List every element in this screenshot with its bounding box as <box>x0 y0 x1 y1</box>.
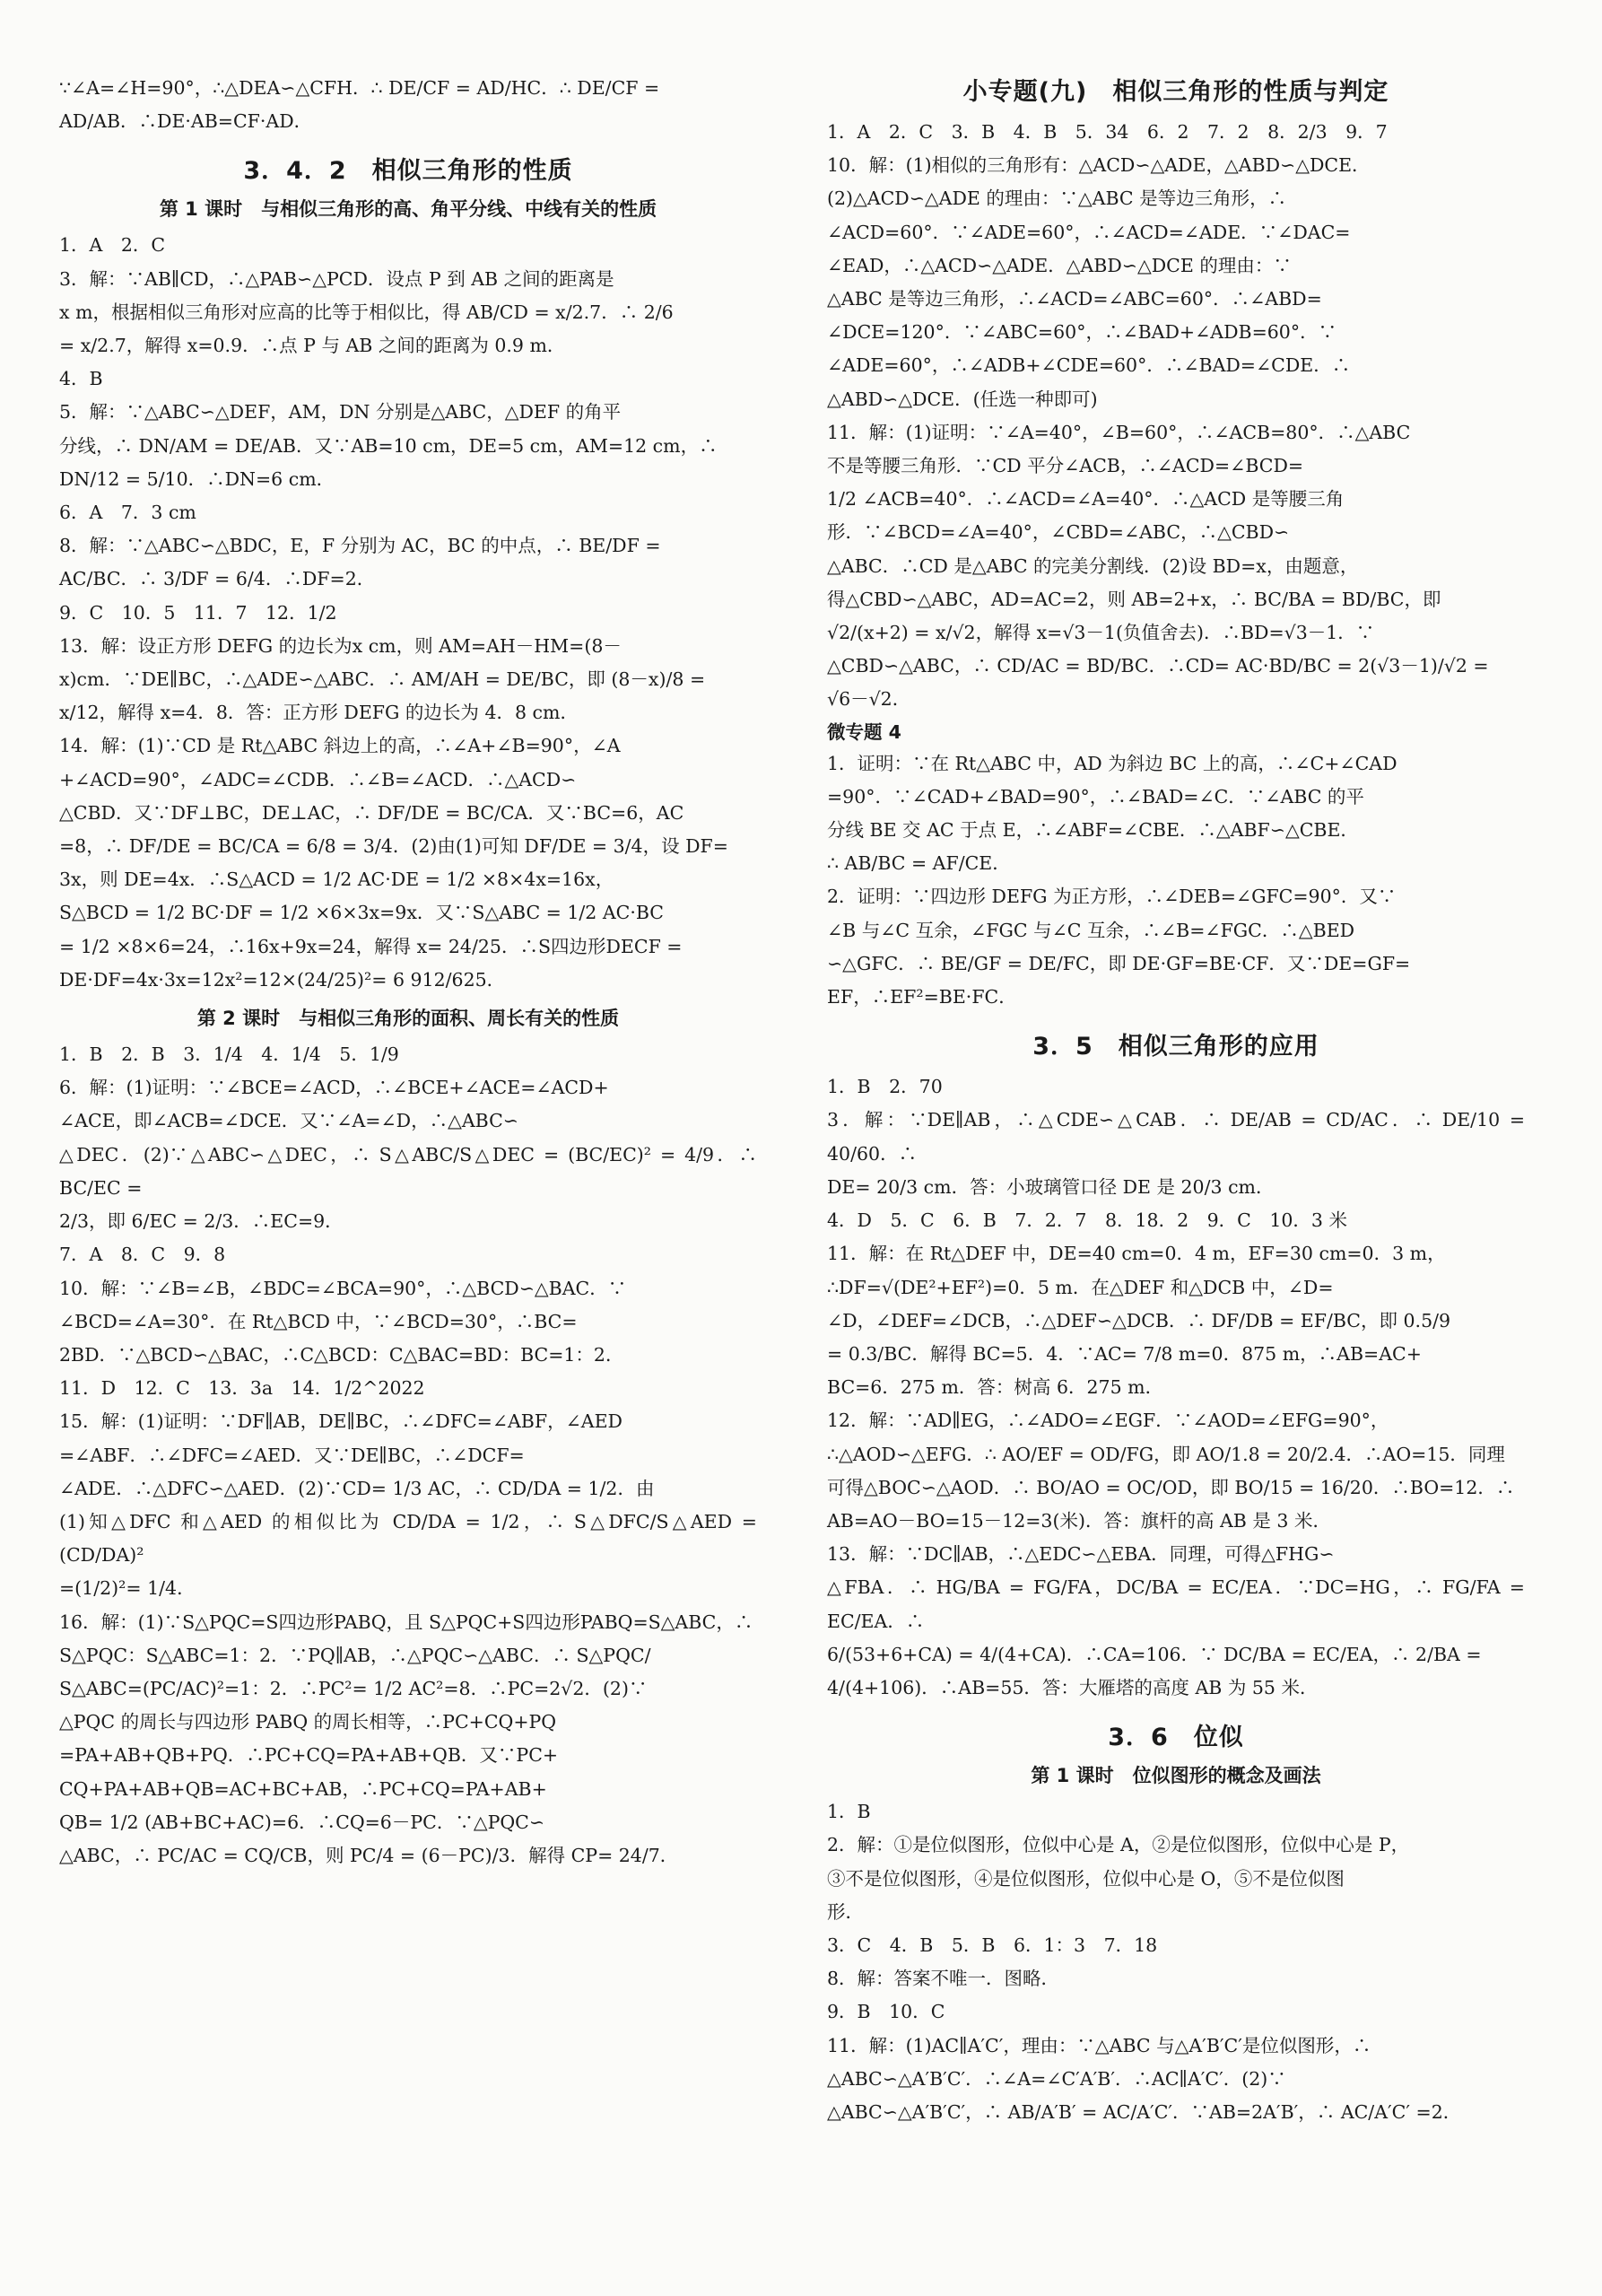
lesson-2-answers <box>59 1038 763 1873</box>
answer-line: 1．B <box>827 1801 871 1823</box>
answer-line: AD/AB．∴DE·AB=CF·AD． <box>59 110 313 133</box>
answer-line: 6．解：(1)证明：∵∠BCE=∠ACD，∴∠BCE+∠ACE=∠ACD+ <box>59 1077 609 1099</box>
lesson-1-answers <box>59 229 757 997</box>
answer-line: 形．∵∠BCD=∠A=40°，∠CBD=∠ABC，∴△CBD∽ <box>827 521 1290 544</box>
lesson-2-title: 第 2 课时 与相似三角形的面积、周长有关的性质 <box>196 1008 620 1030</box>
answer-line: ③不是位似图形，④是位似图形，位似中心是 O，⑤不是位似图 <box>827 1867 1345 1890</box>
answer-line: ∴DF=√(DE²+EF²)=0．5 m．在△DEF 和△DCB 中，∠D= <box>827 1276 1334 1298</box>
answer-line: 可得△BOC∽△AOD．∴ BO/AO = OC/OD，即 BO/15 = 16/20．∴BO=12．∴ <box>827 1476 1515 1498</box>
answer-line: 14．解：(1)∵CD 是 Rt△ABC 斜边上的高，∴∠A+∠B=90°，∠A <box>59 735 621 757</box>
answer-line: 3．解：∵DE∥AB，∴△CDE∽△CAB．∴ DE/AB = CD/AC．∴ DE/10 = 40/60．∴ <box>827 1109 1531 1165</box>
right-column <box>827 72 1531 2129</box>
answer-line: 8．解：答案不唯一．图略． <box>827 1968 1060 1990</box>
answer-line: 13．解：∵DC∥AB，∴△EDC∽△EBA．同理，可得△FHG∽ <box>827 1543 1335 1566</box>
answer-line: ∵∠A=∠H=90°，∴△DEA∽△CFH．∴ DE/CF = AD/HC．∴ DE/CF = <box>59 77 660 99</box>
section-3-6-answers <box>827 1795 1525 2129</box>
answer-line: 13．解：设正方形 DEFG 的边长为x cm，则 AM=AH－HM=(8－ <box>59 634 622 657</box>
answer-line: 3．解：∵AB∥CD，∴△PAB∽△PCD．设点 P 到 AB 之间的距离是 <box>59 267 614 290</box>
section-title-3-4-2: 3．4．2 相似三角形的性质 <box>243 157 573 186</box>
answer-line: =(1/2)²= 1/4． <box>59 1577 196 1600</box>
answer-line: 12．解：∵AD∥EG，∴∠ADO=∠EGF．∵∠AOD=∠EFG=90°， <box>827 1410 1389 1432</box>
answer-line: 2BD．∵△BCD∽△BAC，∴C△BCD：C△BAC=BD：BC=1：2． <box>59 1343 624 1366</box>
answer-line: AC/BC．∴ 3/DF = 6/4．∴DF=2． <box>59 568 376 590</box>
answer-line: ∠DCE=120°．∵∠ABC=60°，∴∠BAD+∠ADB=60°．∵ <box>827 321 1337 344</box>
answer-line: 10．解：(1)相似的三角形有：△ACD∽△ADE，△ABD∽△DCE． <box>827 154 1371 177</box>
answer-line: ∠ADE=60°，∴∠ADB+∠CDE=60°．∴∠BAD=∠CDE．∴ <box>827 354 1351 377</box>
answer-line: ∴ AB/BC = AF/CE． <box>827 852 1011 875</box>
answer-line: △FBA．∴ HG/BA = FG/FA，DC/BA = EC/EA．∵DC=HG，∴ FG/FA = EC/EA．∴ <box>827 1576 1531 1632</box>
answer-line: 分线，∴ DN/AM = DE/AB．又∵AB=10 cm，DE=5 cm，AM=12 cm，∴ <box>59 434 718 457</box>
answer-line: =90°．∵∠CAD+∠BAD=90°，∴∠BAD=∠C．∵∠ABC 的平 <box>827 785 1364 808</box>
answer-line: ∠ADE．∴△DFC∽△AED．(2)∵CD= 1/3 AC，∴ CD/DA = 1/2．由 <box>59 1477 655 1499</box>
answer-line: √2/(x+2) = x/√2，解得 x=√3－1(负值舍去)．∴BD=√3－1．∵ <box>827 622 1375 644</box>
answer-line: 2/3，即 6/EC = 2/3．∴EC=9． <box>59 1210 344 1233</box>
answer-line: △CBD．又∵DF⊥BC，DE⊥AC，∴ DF/DE = BC/CA．又∵BC=6，AC <box>59 801 684 824</box>
answer-line: 4/(4+106)．∴AB=55．答：大雁塔的高度 AB 为 55 米． <box>827 1676 1319 1698</box>
answer-line: 11．解：(1)AC∥A′C′，理由：∵△ABC 与△A′B′C′是位似图形，∴ <box>827 2034 1371 2056</box>
answer-line: ∽△GFC．∴ BE/GF = DE/FC，即 DE·GF=BE·CF．又∵DE=GF= <box>827 952 1411 974</box>
answer-line: △ABC 是等边三角形，∴∠ACD=∠ABC=60°．∴∠ABD= <box>827 288 1322 310</box>
answer-line: 4．B <box>59 368 103 390</box>
answer-line: 11．D 12．C 13．3a 14．1/2^2022 <box>59 1377 425 1400</box>
topic-9-answers <box>827 116 1525 717</box>
answer-line: 6/(53+6+CA) = 4/(4+CA)．∴CA=106．∵ DC/BA = EC/EA，∴ 2/BA = <box>827 1643 1482 1665</box>
answer-line: S△ABC=(PC/AC)²=1：2．∴PC²= 1/2 AC²=8．∴PC=2√2．(2)∵ <box>59 1677 648 1699</box>
lesson-1-title: 第 1 课时 与相似三角形的高、角平分线、中线有关的性质 <box>159 198 657 221</box>
answer-line: S△PQC：S△ABC=1：2．∵PQ∥AB，∴△PQC∽△ABC．∴ S△PQC/ <box>59 1644 651 1666</box>
answer-line: 形． <box>827 1900 864 1923</box>
answer-line: 8．解：∵△ABC∽△BDC，E，F 分别为 AC，BC 的中点，∴ BE/DF = <box>59 535 661 557</box>
answer-line: 7．A 8．C 9．8 <box>59 1244 226 1266</box>
answer-line: (2)△ACD∽△ADE 的理由：∵△ABC 是等边三角形，∴ <box>827 188 1287 210</box>
answer-line: ∠D，∠DEF=∠DCB，∴△DEF∽△DCB．∴ DF/DB = EF/BC，即 0.5/9 <box>827 1309 1451 1331</box>
answer-line: 1．B 2．B 3．1/4 4．1/4 5．1/9 <box>59 1043 399 1066</box>
answer-line: CQ+PA+AB+QB=AC+BC+AB，∴PC+CQ=PA+AB+ <box>59 1777 547 1800</box>
answer-line: △CBD∽△ABC，∴ CD/AC = BD/BC．∴CD= AC·BD/BC = 2(√3－1)/√2 = <box>827 655 1489 677</box>
answer-line: 6．A 7．3 cm <box>59 502 196 524</box>
answer-line: 3．C 4．B 5．B 6．1：3 7．18 <box>827 1934 1158 1956</box>
answer-line: DN/12 = 5/10．∴DN=6 cm． <box>59 467 335 490</box>
answer-line: 10．解：∵∠B=∠B，∠BDC=∠BCA=90°，∴△BCD∽△BAC．∵ <box>59 1277 627 1299</box>
answer-line: △DEC．(2)∵△ABC∽△DEC，∴ S△ABC/S△DEC = (BC/EC)² = 4/9．∴ BC/EC = <box>59 1143 763 1199</box>
answer-line: =∠ABF．∴∠DFC=∠AED．又∵DE∥BC，∴∠DCF= <box>59 1444 525 1466</box>
lesson-1-title: 第 1 课时 位似图形的概念及画法 <box>1031 1765 1321 1787</box>
answer-line: ∴△AOD∽△EFG．∴ AO/EF = OD/FG，即 AO/1.8 = 20/2.4．∴AO=15．同理 <box>827 1443 1505 1465</box>
answer-line: 11．解：(1)证明：∵∠A=40°，∠B=60°，∴∠ACB=80°．∴△ABC <box>827 421 1411 443</box>
answer-line: 9．B 10．C <box>827 2001 945 2023</box>
answer-line: =PA+AB+QB+PQ．∴PC+CQ=PA+AB+QB．又∵PC+ <box>59 1744 559 1767</box>
intro-block <box>59 72 757 138</box>
answer-line: 15．解：(1)证明：∵DF∥AB，DE∥BC，∴∠DFC=∠ABF，∠AED <box>59 1410 623 1433</box>
section-title-3-6: 3．6 位似 <box>1108 1724 1244 1752</box>
answer-line: 16．解：(1)∵S△PQC=S四边形PABQ，且 S△PQC+S四边形PABQ=S△ABC，∴ <box>59 1611 753 1633</box>
answer-line: ∠ACE，即∠ACB=∠DCE．又∵∠A=∠D，∴△ABC∽ <box>59 1110 518 1132</box>
answer-line: △ABC．∴CD 是△ABC 的完美分割线．(2)设 BD=x，由题意， <box>827 554 1359 577</box>
answer-line: △ABC∽△A′B′C′，∴ AB/A′B′ = AC/A′C′．∵AB=2A′B′，∴ AC/A′C′ =2． <box>827 2100 1462 2123</box>
answer-line: = 1/2 ×8×6=24，∴16x+9x=24，解得 x= 24/25．∴S四边形DECF = <box>59 935 683 957</box>
answer-line: 1/2 ∠ACB=40°．∴∠ACD=∠A=40°．∴△ACD 是等腰三角 <box>827 488 1345 511</box>
answer-line: 9．C 10．5 11．7 12．1/2 <box>59 601 337 624</box>
answer-line: 2．解：①是位似图形，位似中心是 A，②是位似图形，位似中心是 P， <box>827 1834 1410 1856</box>
answer-line: QB= 1/2 (AB+BC+AC)=6．∴CQ=6－PC．∵△PQC∽ <box>59 1811 545 1833</box>
answer-line: △ABC∽△A′B′C′．∴∠A=∠C′A′B′．∴AC∥A′C′．(2)∵ <box>827 2067 1286 2090</box>
answer-line: √6－√2． <box>827 688 911 711</box>
answer-line: (1)知△DFC 和△AED 的相似比为 CD/DA = 1/2，∴ S△DFC/S△AED = (CD/DA)² <box>59 1510 763 1567</box>
answer-line: △ABD∽△DCE．(任选一种即可) <box>827 388 1098 410</box>
answer-line: BC=6．275 m．答：树高 6．275 m． <box>827 1376 1164 1399</box>
answer-line: ∠BCD=∠A=30°．在 Rt△BCD 中，∵∠BCD=30°，∴BC= <box>59 1310 578 1332</box>
answer-line: = x/2.7，解得 x=0.9．∴点 P 与 AB 之间的距离为 0.9 m． <box>59 335 566 357</box>
answer-line: 3x，则 DE=4x．∴S△ACD = 1/2 AC·DE = 1/2 ×8×4x=16x， <box>59 869 614 891</box>
answer-line: S△BCD = 1/2 BC·DF = 1/2 ×6×3x=9x．又∵S△ABC = 1/2 AC·BC <box>59 902 664 924</box>
micro-topic-4-title: 微专题 4 <box>827 720 901 743</box>
answer-line: EF，∴EF²=BE·FC． <box>827 986 1017 1008</box>
answer-line: 1．A 2．C <box>59 234 166 257</box>
answer-line: ∠B 与∠C 互余，∠FGC 与∠C 互余，∴∠B=∠FGC．∴△BED <box>827 919 1355 941</box>
answer-line: ∠EAD，∴△ACD∽△ADE．△ABD∽△DCE 的理由：∵ <box>827 254 1292 276</box>
answer-line: 5．解：∵△ABC∽△DEF，AM，DN 分别是△ABC，△DEF 的角平 <box>59 401 622 423</box>
micro-topic-4-answers <box>827 747 1525 1015</box>
section-3-5-answers <box>827 1070 1531 1705</box>
answer-line: x m，根据相似三角形对应高的比等于相似比，得 AB/CD = x/2.7．∴ 2/6 <box>59 301 674 323</box>
answer-line: 得△CBD∽△ABC，AD=AC=2，则 AB=2+x，∴ BC/BA = BD/BC，即 <box>827 588 1441 610</box>
answer-line: △ABC，∴ PC/AC = CQ/CB，则 PC/4 = (6－PC)/3．解得 CP= 24/7． <box>59 1844 679 1866</box>
answer-line: 分线 BE 交 AC 于点 E，∴∠ABF=∠CBE．∴△ABF∽△CBE． <box>827 819 1359 842</box>
answer-line: DE= 20/3 cm．答：小玻璃管口径 DE 是 20/3 cm． <box>827 1175 1275 1198</box>
answer-line: = 0.3/BC．解得 BC=5．4．∵AC= 7/8 m=0．875 m，∴AB=AC+ <box>827 1342 1422 1365</box>
answer-line: ∠ACD=60°．∵∠ADE=60°，∴∠ACD=∠ADE．∵∠DAC= <box>827 221 1351 243</box>
answer-line: x)cm．∵DE∥BC，∴△ADE∽△ABC．∴ AM/AH = DE/BC，即 (8－x)/8 = <box>59 668 706 691</box>
answer-line: x/12，解得 x=4．8．答：正方形 DEFG 的边长为 4．8 cm． <box>59 702 579 724</box>
answer-line: +∠ACD=90°，∠ADC=∠CDB．∴∠B=∠ACD．∴△ACD∽ <box>59 768 577 790</box>
answer-line: 4．D 5．C 6．B 7．2．7 8．18．2 9．C 10．3 米 <box>827 1209 1347 1232</box>
left-column <box>59 72 763 1873</box>
answer-line: DE·DF=4x·3x=12x²=12×(24/25)²= 6 912/625． <box>59 968 506 991</box>
answer-line: 1．证明：∵在 Rt△ABC 中，AD 为斜边 BC 上的高，∴∠C+∠CAD <box>827 752 1397 774</box>
answer-line: AB=AO－BO=15－12=3(米)．答：旗杆的高 AB 是 3 米． <box>827 1509 1331 1532</box>
answer-line: 1．B 2．70 <box>827 1076 943 1098</box>
answer-line: △PQC 的周长与四边形 PABQ 的周长相等，∴PC+CQ+PQ <box>59 1711 557 1733</box>
section-title-topic-9: 小专题(九) 相似三角形的性质与判定 <box>962 78 1389 106</box>
answer-line: 2．证明：∵四边形 DEFG 为正方形，∴∠DEB=∠GFC=90°．又∵ <box>827 886 1397 908</box>
answer-line: 1．A 2．C 3．B 4．B 5．34 6．2 7．2 8．2/3 9．7 <box>827 121 1388 143</box>
section-title-3-5: 3．5 相似三角形的应用 <box>1032 1033 1319 1061</box>
answer-line: 11．解：在 Rt△DEF 中，DE=40 cm=0．4 m，EF=30 cm=0．3 m， <box>827 1243 1446 1265</box>
answer-line: 不是等腰三角形．∵CD 平分∠ACB，∴∠ACD=∠BCD= <box>827 455 1304 477</box>
answer-line: =8，∴ DF/DE = BC/CA = 6/8 = 3/4．(2)由(1)可知 DF/DE = 3/4，设 DF= <box>59 835 728 858</box>
